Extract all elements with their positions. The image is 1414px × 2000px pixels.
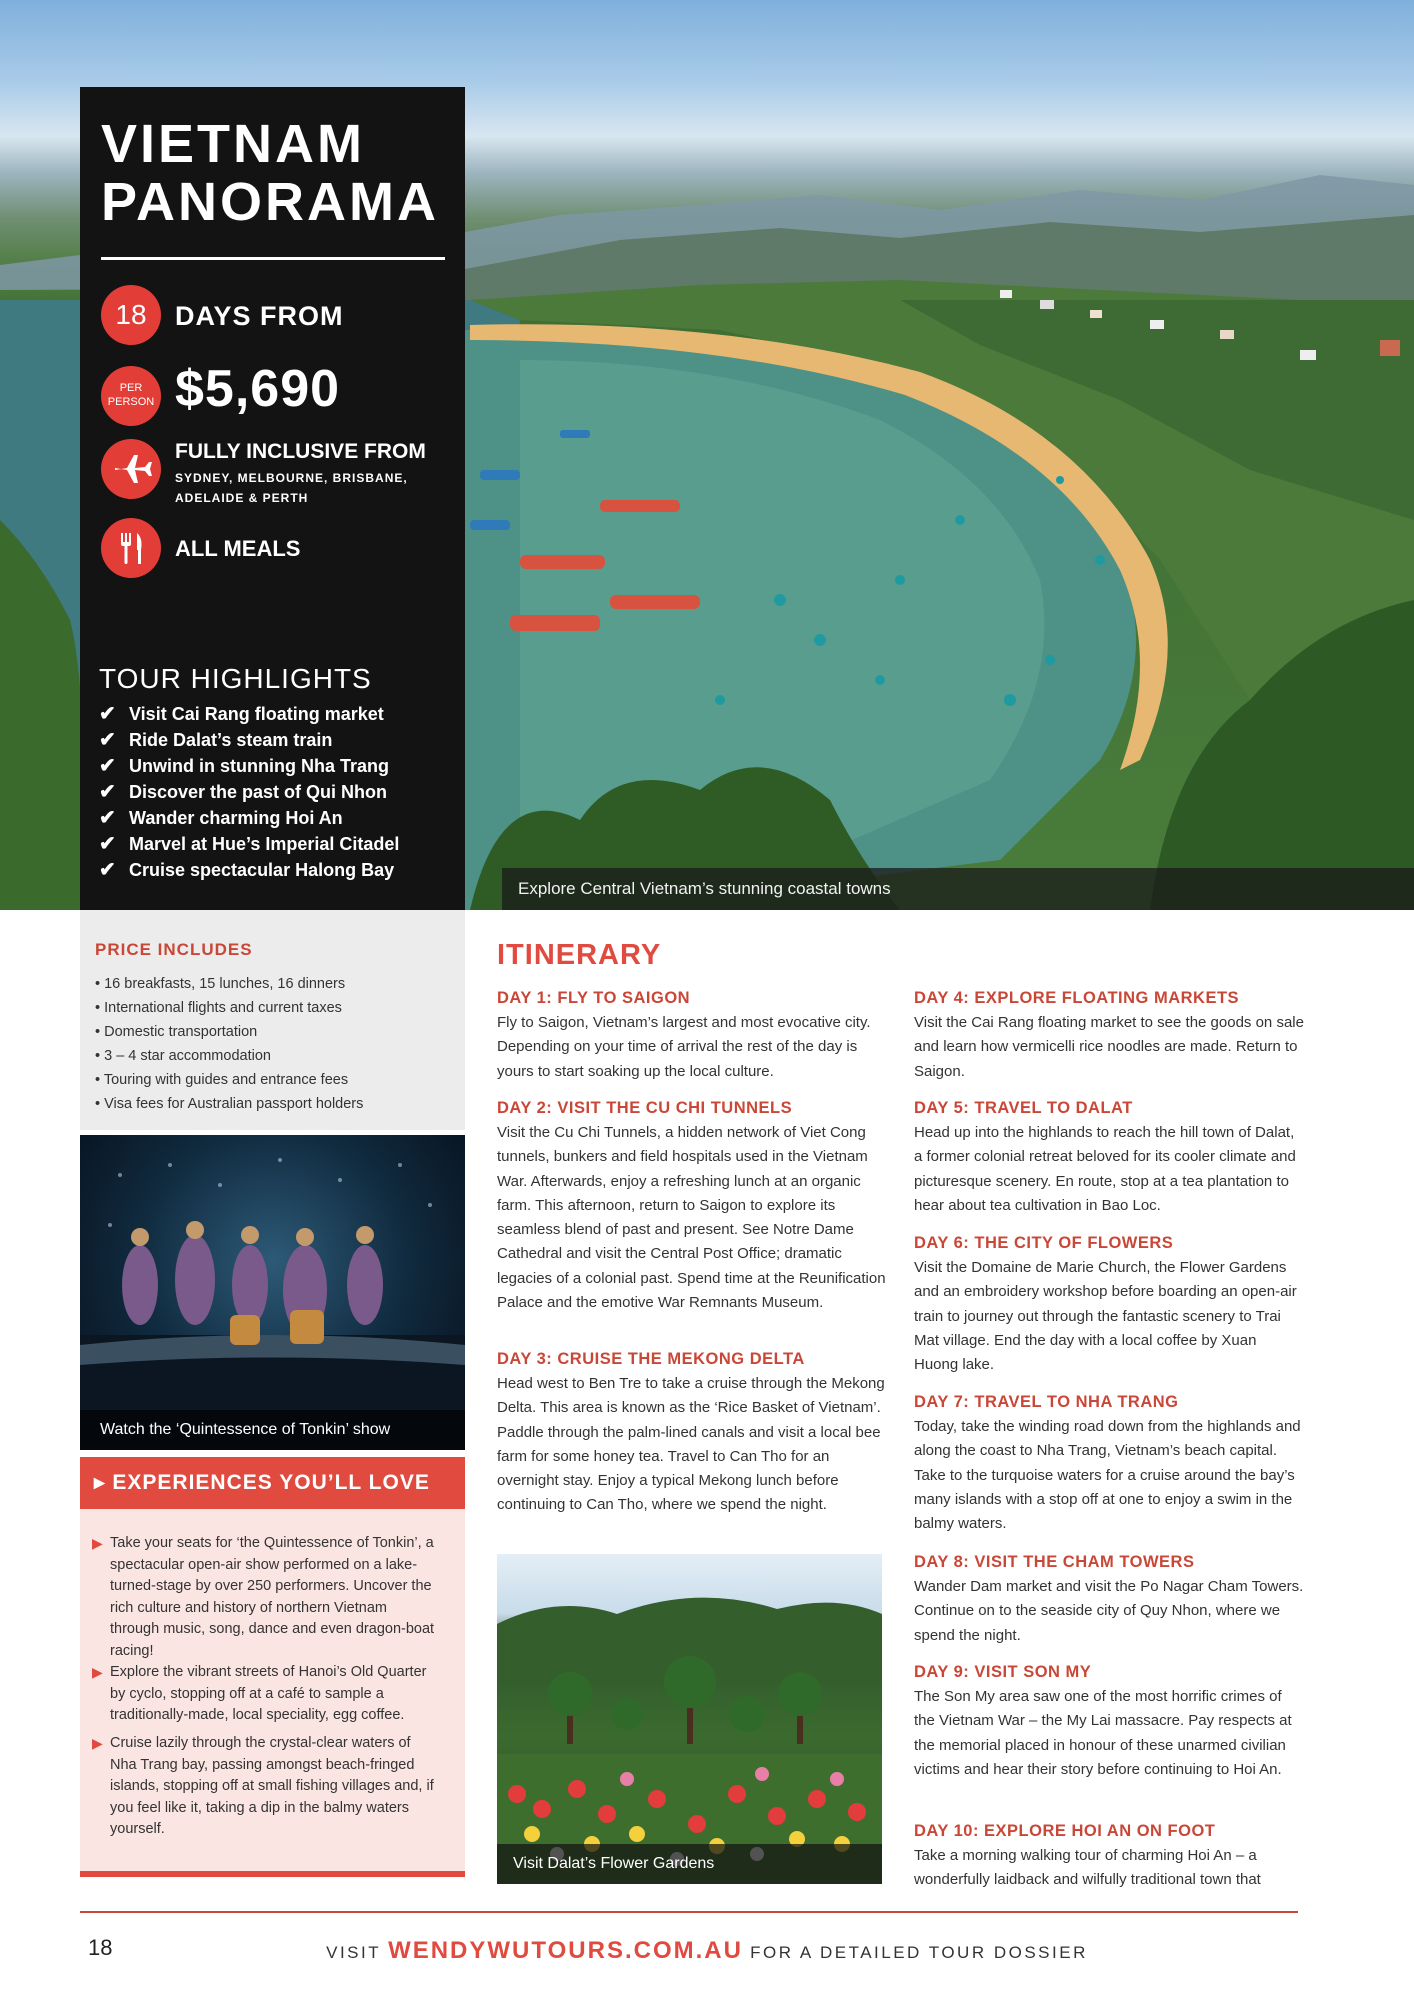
cutlery-icon — [101, 518, 161, 578]
include-item: • Domestic transportation — [95, 1024, 258, 1040]
itinerary-day-9 — [914, 1661, 1304, 1782]
itinerary-day-5 — [914, 1097, 1304, 1218]
per-person-badge: PER PERSON — [101, 366, 161, 426]
day-text: Visit the Cai Rang floating market to see the goods on sale and learn how vermicelli rice noodles are made. Return to Saigon. — [914, 1014, 1304, 1080]
experiences-title: EXPERIENCES YOU’LL LOVE — [112, 1471, 430, 1494]
itinerary-day-1 — [497, 987, 887, 1084]
itinerary-day-2 — [497, 1097, 887, 1315]
footer-suffix: FOR A DETAILED TOUR DOSSIER — [750, 1943, 1088, 1962]
page-number: 18 — [88, 1935, 113, 1960]
price-includes-list — [95, 972, 363, 1116]
day-text: Visit the Domaine de Marie Church, the Flower Gardens and an embroidery workshop before boarding an open-air train to journey out through the fantastic scenery to Trai Mat village. End the day with a local coffee by Xuan Huong lake. — [914, 1259, 1297, 1374]
experience-item: ▶ Cruise lazily through the crystal-clear waters of Nha Trang bay, passing amongst beach-fringed islands, stopping off at small fishing villages and, if you feel like it, taking a dip in the balmy waters yourself. — [92, 1735, 434, 1837]
hero-caption: Explore Central Vietnam’s stunning coastal towns — [502, 868, 1414, 910]
days-from-label: DAYS FROM — [175, 301, 344, 331]
checkmark-icon: ✔ — [99, 729, 116, 751]
day-text: Visit the Cu Chi Tunnels, a hidden network of Viet Cong tunnels, bunkers and field hospitals used in the Vietnam War. Afterwards, enjoy a refreshing lunch at an organic farm. This afternoon, return to Saigon to explore its seamless blend of past and present. See Notre Dame Cathedral and visit the Central Post Office; dramatic legacies of a colonial past. Spend time at the Reunification Palace and the emotive War Remnants Museum. — [497, 1124, 886, 1312]
day-text: Today, take the winding road down from the highlands and along the coast to Nha Trang, Vietnam’s beach capital. Take to the turquoise waters for a cruise around the bay’s many islands with a stop off at one to enjoy a swim in the balmy waters. — [914, 1418, 1301, 1533]
itinerary-day-7 — [914, 1391, 1304, 1536]
show-caption: Watch the ‘Quintessence of Tonkin’ show — [80, 1410, 465, 1450]
footer-cta — [0, 1937, 1414, 1965]
highlight-item: ✔ Marvel at Hue’s Imperial Citadel — [99, 833, 400, 855]
airplane-icon — [101, 439, 161, 499]
itinerary-title: ITINERARY — [497, 939, 662, 971]
tour-title — [101, 115, 439, 231]
include-item: • Touring with guides and entrance fees — [95, 1072, 349, 1088]
include-item: • 16 breakfasts, 15 lunches, 16 dinners — [95, 976, 346, 992]
performers-illustration — [80, 1135, 465, 1450]
day-title: DAY 7: TRAVEL TO NHA TRANG — [914, 1393, 1179, 1411]
dalat-flower-photo — [497, 1554, 882, 1884]
highlight-item: ✔ Unwind in stunning Nha Trang — [99, 755, 389, 777]
highlight-item: ✔ Ride Dalat’s steam train — [99, 729, 333, 751]
day-title: DAY 1: FLY TO SAIGON — [497, 989, 691, 1007]
checkmark-icon: ✔ — [99, 859, 116, 881]
itinerary-day-3 — [497, 1348, 887, 1518]
tour-title-line2: PANORAMA — [101, 172, 439, 232]
dalat-caption: Visit Dalat’s Flower Gardens — [497, 1844, 882, 1884]
checkmark-icon: ✔ — [99, 781, 116, 803]
days-badge: 18 — [101, 285, 161, 345]
highlights-title: TOUR HIGHLIGHTS — [99, 663, 372, 694]
tour-info-panel — [80, 87, 465, 910]
checkmark-icon: ✔ — [99, 807, 116, 829]
day-text: Wander Dam market and visit the Po Nagar Cham Towers. Continue on to the seaside city of Quy Nhon, where we spend the night. — [914, 1578, 1304, 1644]
itinerary-day-8 — [914, 1551, 1304, 1648]
arrow-bullet-icon: ▶ — [92, 1735, 103, 1751]
highlight-item: ✔ Wander charming Hoi An — [99, 807, 343, 829]
experiences-box — [80, 1509, 465, 1877]
day-title: DAY 5: TRAVEL TO DALAT — [914, 1099, 1133, 1117]
itinerary-day-4 — [914, 987, 1304, 1084]
include-item: • 3 – 4 star accommodation — [95, 1048, 271, 1064]
fully-inclusive-label: FULLY INCLUSIVE FROM — [175, 440, 426, 463]
include-item: • Visa fees for Australian passport holders — [95, 1096, 364, 1112]
checkmark-icon: ✔ — [99, 755, 116, 777]
day-title: DAY 4: EXPLORE FLOATING MARKETS — [914, 989, 1240, 1007]
itinerary-day-10 — [914, 1820, 1304, 1893]
departure-cities: SYDNEY, MELBOURNE, BRISBANE, ADELAIDE & PERTH — [175, 471, 408, 505]
footer-visit: VISIT — [326, 1943, 381, 1962]
flower-garden-illustration — [497, 1554, 882, 1884]
include-item: • International flights and current taxes — [95, 1000, 342, 1016]
day-title: DAY 9: VISIT SON MY — [914, 1663, 1092, 1681]
day-text: Head west to Ben Tre to take a cruise through the Mekong Delta. This area is known as the ‘Rice Basket of Vietnam’. Paddle through the palm-lined canals and visit a local bee farm for some honey tea. Travel to Can Tho for an overnight stay. Enjoy a typical Mekong lunch before continuing to Can Tho, where we spend the night. — [497, 1375, 885, 1514]
checkmark-icon: ✔ — [99, 703, 116, 725]
highlight-item: ✔ Visit Cai Rang floating market — [99, 703, 384, 725]
day-text: Head up into the highlands to reach the hill town of Dalat, a former colonial retreat beloved for its cooler climate and picturesque scenery. En route, stop at a tea plantation to hear about tea cultivation in Bao Loc. — [914, 1124, 1296, 1214]
day-text: Take a morning walking tour of charming Hoi An – a wonderfully laidback and wilfully traditional town that — [914, 1847, 1261, 1889]
show-photo — [80, 1135, 465, 1450]
itinerary-day-6 — [914, 1232, 1304, 1377]
website-link[interactable]: WENDYWUTOURS.COM.AU — [388, 1937, 743, 1964]
arrow-bullet-icon: ▶ — [92, 1535, 103, 1551]
day-title: DAY 3: CRUISE THE MEKONG DELTA — [497, 1350, 805, 1368]
highlight-item: ✔ Discover the past of Qui Nhon — [99, 781, 388, 803]
checkmark-icon: ✔ — [99, 833, 116, 855]
meals-label: ALL MEALS — [175, 536, 301, 561]
highlight-item: ✔ Cruise spectacular Halong Bay — [99, 859, 395, 881]
experiences-header — [80, 1457, 465, 1509]
footer-divider — [80, 1911, 1298, 1913]
day-title: DAY 8: VISIT THE CHAM TOWERS — [914, 1553, 1195, 1571]
day-text: Fly to Saigon, Vietnam’s largest and most evocative city. Depending on your time of arrival the rest of the day is yours to start soaking up the local culture. — [497, 1014, 871, 1080]
day-title: DAY 6: THE CITY OF FLOWERS — [914, 1234, 1174, 1252]
price-includes-box — [80, 910, 465, 1130]
experience-item: ▶ Explore the vibrant streets of Hanoi’s Old Quarter by cyclo, stopping off at a café to sample a traditionally-made, local speciality, egg coffee. — [92, 1664, 427, 1723]
title-divider — [101, 257, 445, 260]
day-title: DAY 2: VISIT THE CU CHI TUNNELS — [497, 1099, 793, 1117]
day-title: DAY 10: EXPLORE HOI AN ON FOOT — [914, 1822, 1216, 1840]
experience-item: ▶ Take your seats for ‘the Quintessence of Tonkin’, a spectacular open-air show performed on a lake-turned-stage by over 250 performers. Uncover the rich culture and history of northern Vietnam through music, song, dance and even dragon-boat racing! — [92, 1535, 435, 1659]
play-arrow-icon: ▸ — [94, 1471, 106, 1494]
day-text: The Son My area saw one of the most horrific crimes of the Vietnam War – the My Lai massacre. Pay respects at the memorial placed in honour of these unarmed civilian victims and hear their story before continuing to Hoi An. — [914, 1688, 1292, 1778]
highlights-list — [99, 701, 399, 883]
price-includes-title: PRICE INCLUDES — [95, 940, 253, 959]
arrow-bullet-icon: ▶ — [92, 1664, 103, 1680]
tour-title-line1: VIETNAM — [101, 114, 365, 174]
tour-price: $5,690 — [175, 360, 341, 418]
